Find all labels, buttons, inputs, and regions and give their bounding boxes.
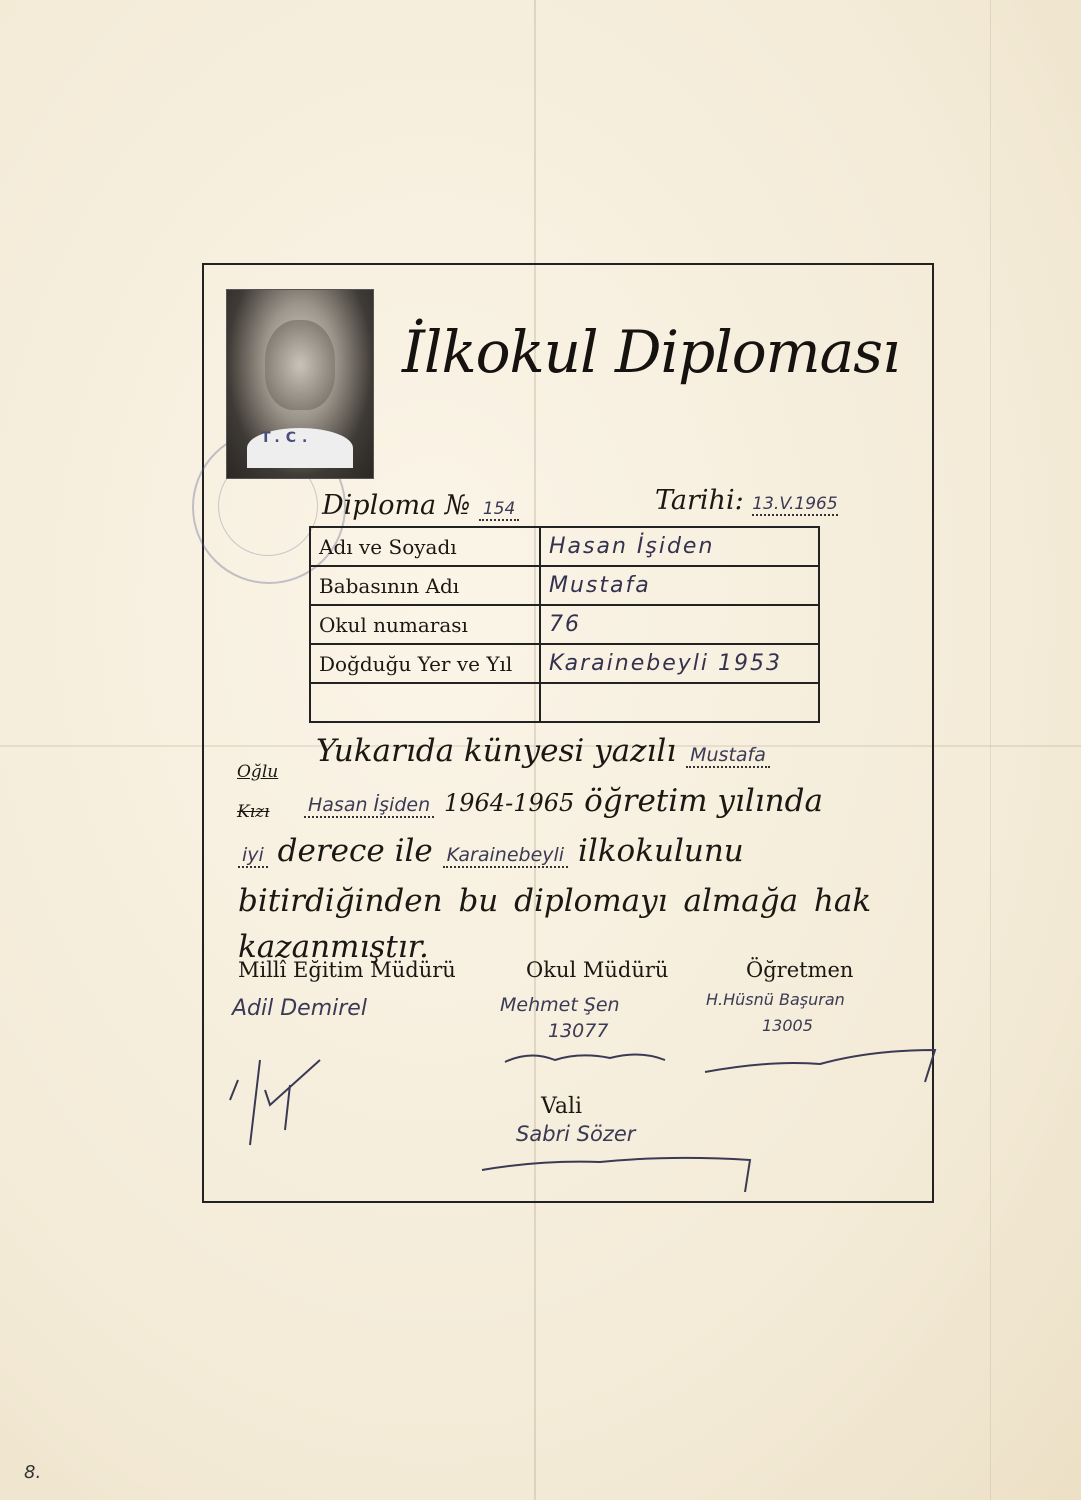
ogretmen-name: H.Hüsnü Başuran xyxy=(706,990,845,1009)
body-line3-mid: derece ile xyxy=(277,833,433,869)
student-photo xyxy=(226,289,374,479)
row-label: Doğduğu Yer ve Yıl xyxy=(310,644,540,683)
photo-stamp-text: T.C. xyxy=(261,430,314,446)
diploma-number-value: 154 xyxy=(479,499,519,521)
body-line-2 xyxy=(238,778,898,828)
vali-label: Vali xyxy=(541,1094,583,1119)
vali-name: Sabri Sözer xyxy=(516,1122,636,1146)
photo-face xyxy=(265,320,335,410)
kizi-label: Kızı xyxy=(237,802,270,822)
corner-page-mark: 8. xyxy=(24,1462,42,1483)
table-row xyxy=(310,605,819,644)
father-name-handwritten: Mustafa xyxy=(686,744,770,768)
table-row xyxy=(310,644,819,683)
ogul-label: Oğlu xyxy=(237,762,279,782)
body-line3-suffix: ilkokulunu xyxy=(577,833,744,869)
row-value: Hasan İşiden xyxy=(540,527,819,566)
okul-muduru-name: Mehmet Şen xyxy=(500,994,620,1016)
okul-muduru-number: 13077 xyxy=(548,1020,609,1042)
diploma-date-field xyxy=(655,485,838,516)
row-label xyxy=(310,683,540,722)
milli-egitim-name: Adil Demirel xyxy=(232,996,367,1021)
row-value: Karainebeyli 1953 xyxy=(540,644,819,683)
body-line-5: kazanmıştır. xyxy=(238,929,429,965)
table-row xyxy=(310,566,819,605)
student-name-handwritten: Hasan İşiden xyxy=(304,794,434,818)
row-label: Babasının Adı xyxy=(310,566,540,605)
diploma-body-text xyxy=(238,728,898,970)
school-year: 1964-1965 xyxy=(444,789,575,817)
row-value: Mustafa xyxy=(540,566,819,605)
degree-handwritten: iyi xyxy=(238,844,268,868)
row-value: 76 xyxy=(540,605,819,644)
body-line2-suffix: öğretim yılında xyxy=(584,783,823,819)
body-line1-prefix: Yukarıda künyesi yazılı xyxy=(316,733,677,769)
diploma-title: İlkokul Diploması xyxy=(402,318,900,386)
diploma-number-label: Diploma № xyxy=(322,490,471,521)
ogretmen-label: Öğretmen xyxy=(746,958,854,982)
row-value xyxy=(540,683,819,722)
diploma-date-value: 13.V.1965 xyxy=(752,494,838,514)
diploma-date-label: Tarihi: xyxy=(655,485,744,516)
body-line-4: bitirdiğinden bu diplomayı almağa hak xyxy=(238,883,872,919)
diploma-number-field xyxy=(322,490,519,521)
fold-line-vertical-right xyxy=(990,0,991,1500)
row-label: Adı ve Soyadı xyxy=(310,527,540,566)
vali-signature xyxy=(482,1158,750,1192)
student-info-table xyxy=(309,526,820,723)
table-row xyxy=(310,527,819,566)
okul-muduru-label: Okul Müdürü xyxy=(526,958,669,982)
row-label: Okul numarası xyxy=(310,605,540,644)
milli-egitim-label: Millî Eğitim Müdürü xyxy=(238,958,456,982)
body-line-3 xyxy=(238,828,898,878)
ogretmen-number: 13005 xyxy=(762,1016,813,1035)
table-row xyxy=(310,683,819,722)
milli-egitim-signature xyxy=(230,1060,320,1145)
body-line-1 xyxy=(238,728,898,778)
school-name-handwritten: Karainebeyli xyxy=(443,844,568,868)
okul-muduru-signature xyxy=(505,1054,665,1062)
ogretmen-signature xyxy=(705,1050,935,1082)
